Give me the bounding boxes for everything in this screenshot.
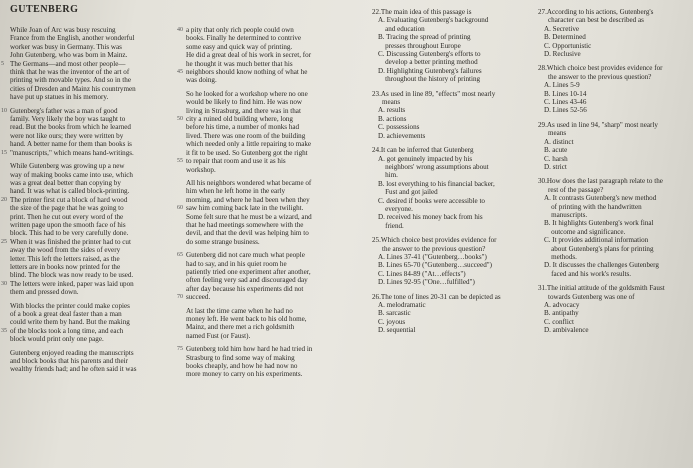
answer-option[interactable]: B. actions bbox=[378, 114, 407, 123]
line-number: 40 bbox=[177, 27, 183, 33]
answer-option[interactable]: friend. bbox=[378, 221, 404, 230]
passage-line-text: succeed. bbox=[186, 293, 211, 302]
line-number: 50 bbox=[177, 116, 183, 123]
question-stem-continued: means bbox=[548, 129, 567, 138]
answer-option[interactable]: C. Lines 43-46 bbox=[544, 98, 587, 107]
passage-line-text: printing with movable types. And so in the bbox=[10, 76, 131, 85]
passage-line-text: letters are in books now printed for the bbox=[10, 262, 121, 271]
answer-option[interactable]: D. strict bbox=[544, 162, 567, 171]
passage-line bbox=[10, 246, 182, 254]
passage-line-text: hand. It was what is called block-printing. bbox=[10, 187, 130, 196]
passage-line-text: At last the time came when he had no bbox=[186, 306, 293, 315]
passage-line-text: block would print only one page. bbox=[10, 335, 104, 344]
passage-line bbox=[186, 51, 336, 59]
answer-option[interactable]: throughout the history of printing bbox=[378, 75, 481, 84]
answer-option[interactable]: B. Tracing the spread of printing bbox=[378, 33, 471, 42]
line-number: 15 bbox=[1, 149, 7, 156]
passage-line bbox=[186, 43, 336, 51]
passage-line bbox=[10, 140, 182, 148]
passage-line bbox=[10, 349, 182, 357]
passage-line bbox=[186, 268, 336, 276]
passage-line-text: it fit to be used. So Gutenberg got the right bbox=[186, 148, 308, 157]
passage-line bbox=[186, 332, 336, 340]
passage-line bbox=[177, 293, 336, 302]
passage-line bbox=[186, 196, 336, 204]
question-stem: 29.As used in line 94, "sharp" most nearly bbox=[538, 120, 658, 129]
passage-paragraph bbox=[177, 89, 336, 174]
passage-line bbox=[10, 51, 182, 59]
passage-line bbox=[10, 132, 182, 140]
passage-line-text: way of making books came into use, which bbox=[10, 170, 133, 179]
passage-line bbox=[186, 323, 336, 331]
passage-line-text: written page upon the smooth face of his bbox=[10, 220, 126, 229]
question-stem: 24.It can be inferred that Gutenberg bbox=[372, 146, 474, 155]
question-stem-continued: the answer to the previous question? bbox=[382, 244, 486, 253]
passage-line bbox=[186, 362, 336, 370]
answer-option[interactable]: C. desired if books were accessible to bbox=[378, 196, 485, 205]
passage-line-text: block. This had to be very carefully done. bbox=[10, 229, 129, 238]
passage-line-text: to repair that room and use it as his bbox=[186, 157, 286, 166]
passage-line bbox=[1, 106, 182, 115]
line-number: 20 bbox=[1, 196, 7, 203]
passage-line-text: do some strange business. bbox=[186, 237, 260, 246]
passage-line bbox=[10, 123, 182, 131]
passage-line-text: away the wood from the sides of every bbox=[10, 246, 121, 255]
passage-line-text: before his time, a number of monks had bbox=[186, 123, 300, 132]
passage-line-text: All his neighbors wondered what became of bbox=[186, 178, 312, 187]
passage-line bbox=[1, 59, 182, 68]
question-block bbox=[372, 146, 512, 230]
answer-option[interactable]: C. Lines 84-89 ("At…effects") bbox=[378, 269, 466, 278]
passage-line-text: wealthy friends had; and he often said it was bbox=[10, 365, 137, 374]
passage-line-text: France from the English, another wonderful bbox=[10, 34, 135, 43]
passage-line-text: John Gutenberg, who was born in Mainz. bbox=[10, 51, 128, 60]
passage-line bbox=[186, 370, 336, 378]
passage-line-text: He did a great deal of his work in secret, for bbox=[186, 51, 312, 60]
passage-line-text: Gutenberg enjoyed reading the manuscripts bbox=[10, 348, 134, 357]
passage-line bbox=[10, 179, 182, 187]
passage-line bbox=[186, 315, 336, 323]
passage-line bbox=[186, 107, 336, 115]
passage-line bbox=[10, 335, 182, 343]
answer-option[interactable]: A. got genuinely impacted by his bbox=[378, 154, 473, 163]
passage-line bbox=[1, 148, 182, 157]
passage-line-text: after day because his experiments did not bbox=[186, 284, 304, 293]
line-number: 25 bbox=[1, 238, 7, 245]
passage-line-text: worker was busy in Germany. This was bbox=[10, 42, 122, 51]
passage-line bbox=[10, 187, 182, 195]
answer-option[interactable]: him. bbox=[378, 171, 398, 180]
passage-line-text: Mainz, and there met a rich goldsmith bbox=[186, 323, 295, 332]
answer-option[interactable]: C. Opportunistic bbox=[544, 41, 592, 50]
passage-paragraph bbox=[177, 178, 336, 246]
answer-option[interactable]: D. Lines 52-56 bbox=[544, 106, 587, 115]
passage-line-text: print. Then he cut out every word of the bbox=[10, 212, 124, 221]
passage-line bbox=[10, 93, 182, 101]
line-number: 65 bbox=[177, 252, 183, 259]
passage-paragraph bbox=[10, 349, 182, 374]
question-stem: 27.According to his actions, Gutenberg's bbox=[538, 8, 654, 16]
passage-line bbox=[1, 237, 182, 246]
passage-line-text: city a ruined old building where, long bbox=[186, 115, 293, 124]
question-stem: 25.Which choice best provides evidence for bbox=[372, 236, 497, 245]
passage-line-text: The letters were inked, paper was laid upon bbox=[10, 279, 134, 288]
passage-line-text: would be likely to find him. He was now bbox=[186, 98, 303, 107]
passage-line-text: The Germans—and most other people— bbox=[10, 59, 126, 68]
question-stem: 22.The main idea of this passage is bbox=[372, 8, 472, 16]
passage-paragraph bbox=[186, 307, 336, 341]
passage-line-text: books cheaply, and how he had now no bbox=[186, 362, 298, 371]
passage-line-text: them and pressed down. bbox=[10, 288, 79, 297]
passage-line bbox=[177, 115, 336, 124]
answer-option[interactable]: faced and his work's results. bbox=[544, 269, 631, 278]
answer-option[interactable]: A. distinct bbox=[544, 137, 574, 146]
passage-line bbox=[10, 76, 182, 84]
question-block bbox=[538, 121, 688, 171]
passage-line-text: The printer first cut a block of hard wood bbox=[10, 195, 128, 204]
passage-line-text: blind. The block was now ready to be used. bbox=[10, 271, 134, 280]
answer-option[interactable]: methods. bbox=[544, 252, 577, 261]
answer-option[interactable]: D. received his money back from his bbox=[378, 213, 483, 222]
passage-line bbox=[186, 213, 336, 221]
answer-option[interactable]: about Gutenberg's plans for printing bbox=[544, 244, 654, 253]
passage-line bbox=[10, 43, 182, 51]
answer-option[interactable]: outcome and significance. bbox=[544, 227, 626, 236]
answer-option[interactable]: of printing with the handwritten bbox=[544, 202, 642, 211]
passage-line-text: named Fust (or Faust). bbox=[186, 331, 251, 340]
passage-line bbox=[10, 288, 182, 296]
passage-line bbox=[186, 34, 336, 42]
passage-line-text: of the blocks took a long time, and each bbox=[10, 326, 124, 335]
passage-line bbox=[186, 76, 336, 84]
line-number: 75 bbox=[177, 346, 183, 353]
answer-option[interactable]: A. melodramatic bbox=[378, 301, 426, 309]
passage-line bbox=[10, 162, 182, 170]
passage-line bbox=[177, 345, 336, 354]
passage-line-text: cities of Dresden and Mainz his countrymen bbox=[10, 84, 136, 93]
answer-option[interactable]: B. sarcastic bbox=[378, 309, 411, 318]
passage-line-text: neighbors should know nothing of what he bbox=[186, 68, 308, 77]
line-number: 45 bbox=[177, 69, 183, 76]
passage-line bbox=[10, 171, 182, 179]
passage-line-text: Gutenberg's father was a man of good bbox=[10, 106, 118, 115]
question-stem-continued: the answer to the previous question? bbox=[548, 72, 652, 81]
answer-option[interactable]: D. Reclusive bbox=[544, 50, 581, 59]
passage-line bbox=[10, 213, 182, 221]
answer-option[interactable]: D. Highlighting Gutenberg's failures bbox=[378, 66, 482, 75]
passage-line bbox=[10, 310, 182, 318]
question-block bbox=[372, 8, 512, 84]
answer-option[interactable]: A. Lines 37-41 ("Gutenberg…books") bbox=[378, 252, 487, 261]
answer-option[interactable]: B. Determined bbox=[544, 33, 586, 42]
passage-line bbox=[186, 166, 336, 174]
line-number: 5 bbox=[1, 60, 4, 67]
question-stem: 28.Which choice best provides evidence for bbox=[538, 64, 663, 73]
passage-paragraph bbox=[1, 106, 182, 157]
passage-line-text: workshop. bbox=[186, 165, 216, 174]
passage-line-text: patiently tried one experiment after another, bbox=[186, 267, 311, 276]
line-number: 60 bbox=[177, 205, 183, 212]
passage-line-text: Gutenberg told him how hard he had tried in bbox=[186, 345, 313, 354]
passage-paragraph bbox=[177, 345, 336, 379]
question-block bbox=[372, 90, 512, 140]
answer-option[interactable]: D. It discusses the challenges Gutenberg bbox=[544, 261, 659, 270]
passage-line-text: books. Finally he determined to contrive bbox=[186, 34, 302, 43]
passage-title: GUTENBERG bbox=[10, 4, 79, 15]
passage-line-text: While Gutenberg was growing up a new bbox=[10, 162, 125, 171]
passage-line bbox=[186, 132, 336, 140]
passage-line-text: were not like ours; they were written by bbox=[10, 131, 124, 140]
passage-line bbox=[186, 149, 336, 157]
passage-line bbox=[10, 365, 182, 373]
passage-line-text: more money to carry on his experiments. bbox=[186, 370, 303, 379]
passage-line-text: money left. He went back to his old home, bbox=[186, 315, 307, 323]
answer-option[interactable]: C. harsh bbox=[544, 154, 568, 163]
questions-column-right bbox=[538, 8, 688, 341]
answer-option[interactable]: D. achievements bbox=[378, 131, 426, 140]
answer-option[interactable]: B. acute bbox=[544, 146, 568, 155]
passage-line bbox=[1, 326, 182, 335]
passage-line-text: a pity that only rich people could own bbox=[186, 26, 294, 34]
passage-line bbox=[10, 68, 182, 76]
passage-line-text: had to say, and in his quiet room he bbox=[186, 259, 287, 268]
answer-option[interactable]: C. joyous bbox=[378, 317, 406, 326]
answer-option[interactable]: B. Lines 65-70 ("Gutenberg…succeed") bbox=[378, 261, 493, 270]
passage-paragraph bbox=[1, 162, 182, 297]
passage-line bbox=[186, 276, 336, 284]
passage-line-text: devil, and that the devil was helping him to bbox=[186, 229, 309, 238]
passage-line bbox=[10, 318, 182, 326]
passage-line-text: Gutenberg did not care much what people bbox=[186, 251, 305, 260]
passage-line-text: hand. A better name for them than books is bbox=[10, 140, 132, 149]
passage-line bbox=[1, 279, 182, 288]
answer-option[interactable]: develop a better printing method bbox=[378, 58, 478, 67]
line-number: 70 bbox=[177, 294, 183, 301]
passage-line bbox=[10, 302, 182, 310]
passage-line bbox=[1, 195, 182, 204]
passage-line bbox=[10, 26, 182, 34]
line-number: 35 bbox=[1, 327, 7, 334]
passage-paragraph bbox=[177, 26, 336, 85]
answer-option[interactable]: A. Secretive bbox=[544, 24, 580, 33]
passage-line-text: read. But the books from which he learned bbox=[10, 123, 131, 132]
answer-option[interactable]: B. lost everything to his financial backer, bbox=[378, 179, 495, 188]
answer-option[interactable]: A. Lines 5-9 bbox=[544, 81, 580, 90]
passage-line-text: he thought it was much better that his bbox=[186, 59, 293, 68]
passage-paragraph bbox=[1, 26, 182, 102]
passage-line bbox=[177, 26, 336, 34]
question-stem-continued: character can best be described as bbox=[548, 16, 644, 25]
question-block bbox=[372, 293, 512, 335]
passage-line bbox=[177, 157, 336, 166]
passage-line-text: saw him coming back late in the twilight. bbox=[186, 204, 304, 213]
passage-line-text: think that he was the inventor of the art of bbox=[10, 68, 130, 77]
passage-line-text: of a book a great deal faster than a man bbox=[10, 310, 122, 318]
answer-option[interactable]: D. Lines 92-95 ("One…fulfilled") bbox=[378, 278, 475, 287]
passage-line-text: "manuscripts," which means hand-writings. bbox=[10, 148, 134, 157]
answer-option[interactable]: C. It provides additional information bbox=[544, 236, 649, 245]
passage-line bbox=[10, 34, 182, 42]
questions-column-left bbox=[372, 8, 512, 341]
passage-line bbox=[186, 238, 336, 246]
answer-option[interactable]: B. antipathy bbox=[544, 309, 579, 318]
passage-line bbox=[177, 204, 336, 213]
passage-column-1 bbox=[1, 26, 182, 379]
passage-paragraph bbox=[1, 301, 182, 344]
passage-line bbox=[10, 229, 182, 237]
answer-option[interactable]: C. conflict bbox=[544, 317, 574, 326]
answer-option[interactable]: B. Lines 10-14 bbox=[544, 89, 587, 98]
answer-option[interactable]: Fust and got jailed bbox=[378, 188, 438, 197]
line-number: 10 bbox=[1, 107, 7, 114]
passage-line bbox=[186, 123, 336, 131]
passage-line-text: the size of the page that he was going to bbox=[10, 204, 124, 213]
question-stem-continued: towards Gutenberg was one of bbox=[548, 292, 635, 301]
line-number: 55 bbox=[177, 158, 183, 165]
question-stem: 31.The initial attitude of the goldsmith Faust bbox=[538, 284, 665, 293]
answer-option[interactable]: A. advocacy bbox=[544, 301, 580, 309]
answer-option[interactable]: A. results bbox=[378, 106, 406, 115]
passage-line-text: living in Strasburg, and there was in that bbox=[186, 106, 301, 115]
passage-line bbox=[186, 187, 336, 195]
passage-line-text: some easy and quick way of printing. bbox=[186, 42, 293, 51]
passage-line-text: family. Very likely the boy was taught to bbox=[10, 115, 126, 124]
answer-option[interactable]: neighbors' wrong assumptions about bbox=[378, 162, 489, 171]
passage-line-text: So he looked for a workshop where no one bbox=[186, 89, 308, 98]
passage-line-text: lived. There was one room of the building bbox=[186, 131, 306, 140]
question-stem-continued: rest of the passage? bbox=[548, 185, 604, 194]
passage-line bbox=[186, 60, 336, 68]
question-block bbox=[538, 177, 688, 278]
passage-line-text: When it was finished the printer had to cut bbox=[10, 237, 131, 246]
question-block bbox=[538, 8, 688, 58]
passage-column-2 bbox=[177, 26, 336, 384]
passage-line-text: often feeling very sad and discouraged day bbox=[186, 276, 308, 285]
question-block bbox=[538, 64, 688, 114]
answer-option[interactable]: D. sequential bbox=[378, 326, 416, 335]
answer-option[interactable]: presses throughout Europe bbox=[378, 41, 461, 50]
passage-paragraph bbox=[177, 251, 336, 302]
answer-option[interactable]: B. It highlights Gutenberg's work final bbox=[544, 219, 654, 228]
answer-option[interactable]: D. ambivalence bbox=[544, 326, 589, 335]
answer-option[interactable]: C. possessions bbox=[378, 123, 420, 132]
passage-line bbox=[186, 285, 336, 293]
answer-option[interactable]: A. It contrasts Gutenberg's new method bbox=[544, 194, 657, 203]
passage-line-text: was doing. bbox=[186, 76, 217, 85]
passage-line bbox=[10, 271, 182, 279]
passage-line bbox=[186, 98, 336, 106]
passage-line bbox=[186, 260, 336, 268]
passage-line bbox=[186, 140, 336, 148]
answer-option[interactable]: A. Evaluating Gutenberg's background bbox=[378, 16, 489, 25]
passage-line-text: which needed only a little repairing to make bbox=[186, 140, 312, 149]
passage-line-text: him when he left home in the early bbox=[186, 187, 286, 196]
passage-line-text: could write them by hand. But the making bbox=[10, 318, 130, 327]
passage-line bbox=[186, 221, 336, 229]
passage-line bbox=[10, 204, 182, 212]
passage-line bbox=[186, 307, 336, 315]
question-stem: 26.The tone of lines 20-31 can be depicted as bbox=[372, 292, 501, 301]
passage-line-text: that he had meetings somewhere with the bbox=[186, 220, 304, 229]
passage-line bbox=[10, 85, 182, 93]
passage-line bbox=[177, 68, 336, 77]
passage-line-text: Strasburg to find some way of making bbox=[186, 353, 295, 362]
line-number: 30 bbox=[1, 280, 7, 287]
passage-line bbox=[177, 251, 336, 260]
passage-line bbox=[10, 357, 182, 365]
passage-line bbox=[186, 354, 336, 362]
passage-line bbox=[186, 90, 336, 98]
passage-line-text: While Joan of Arc was busy rescuing bbox=[10, 26, 116, 34]
passage-line-text: was a great deal better than copying by bbox=[10, 178, 121, 187]
question-block bbox=[538, 284, 688, 334]
question-stem-continued: means bbox=[382, 98, 401, 107]
answer-option[interactable]: and education bbox=[378, 24, 425, 33]
passage-line bbox=[10, 115, 182, 123]
passage-line-text: morning, and where he had been when they bbox=[186, 195, 310, 204]
answer-option[interactable]: C. Discussing Gutenberg's efforts to bbox=[378, 50, 481, 59]
passage-line-text: letter. This left the letters raised, as the bbox=[10, 254, 120, 263]
passage-line-text: have put up statues in his memory. bbox=[10, 93, 109, 102]
question-stem: 30.How does the last paragraph relate to the bbox=[538, 177, 663, 186]
answer-option[interactable]: manuscripts. bbox=[544, 210, 588, 219]
passage-line bbox=[186, 179, 336, 187]
passage-line bbox=[10, 263, 182, 271]
passage-line-text: and block books that his parents and their bbox=[10, 357, 129, 366]
passage-line-text: With blocks the printer could make copies bbox=[10, 301, 130, 310]
passage-line bbox=[10, 221, 182, 229]
passage-line bbox=[186, 229, 336, 237]
question-block bbox=[372, 236, 512, 286]
passage-line-text: Some felt sure that he must be a wizard, and bbox=[186, 212, 312, 221]
answer-option[interactable]: everyone. bbox=[378, 204, 413, 213]
passage-line bbox=[10, 255, 182, 263]
question-stem: 23.As used in line 89, "effects" most nearly bbox=[372, 89, 496, 98]
